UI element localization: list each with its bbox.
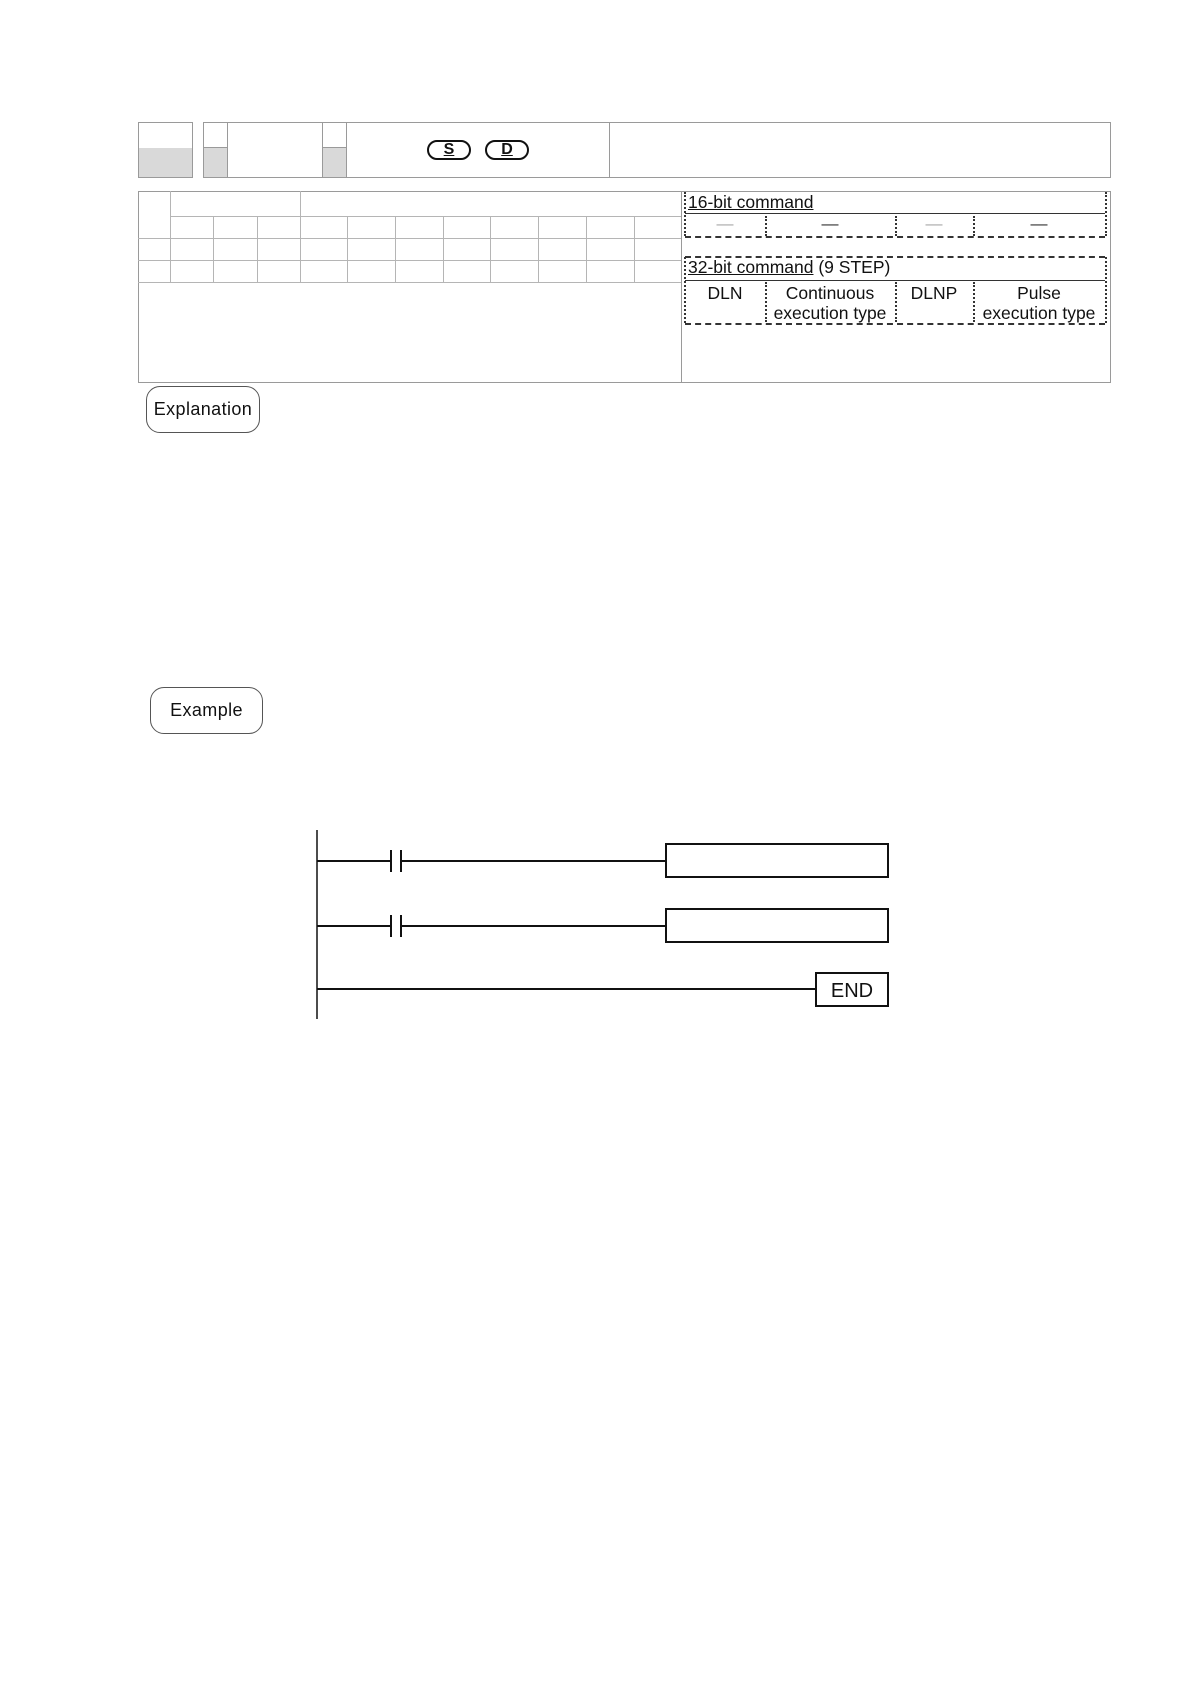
cmd16-value: — (716, 214, 734, 233)
operand-s-label: S (443, 141, 455, 158)
cmd32-steps: (9 STEP) (818, 257, 891, 277)
cmd32-pulse-mnemonic: DLNP (910, 283, 958, 303)
cmd16-value: — (1030, 214, 1048, 233)
cmd32-continuous-mnemonic: DLN (707, 283, 743, 303)
rung-2-instruction-box (666, 909, 888, 942)
cmd16-title: 16-bit command (688, 192, 814, 212)
cmd32-pulse-label-line2: execution type (982, 303, 1096, 323)
rung-1-instruction-box (666, 844, 888, 877)
ladder-diagram-lines (317, 830, 888, 1019)
cmd32-continuous-label-line2: execution type (773, 303, 887, 323)
cmd32-title: 32-bit command (688, 257, 814, 277)
end-label: END (830, 980, 874, 1002)
cmd32-pulse-label-line1: Pulse (1017, 283, 1061, 303)
cmd32-continuous-label-line1: Continuous (785, 283, 875, 303)
cmd16-value: — (925, 214, 943, 233)
explanation-label: Explanation (153, 399, 253, 419)
operand-d-label: D (501, 141, 513, 158)
cmd16-value: — (821, 214, 839, 233)
example-label: Example (170, 700, 243, 720)
